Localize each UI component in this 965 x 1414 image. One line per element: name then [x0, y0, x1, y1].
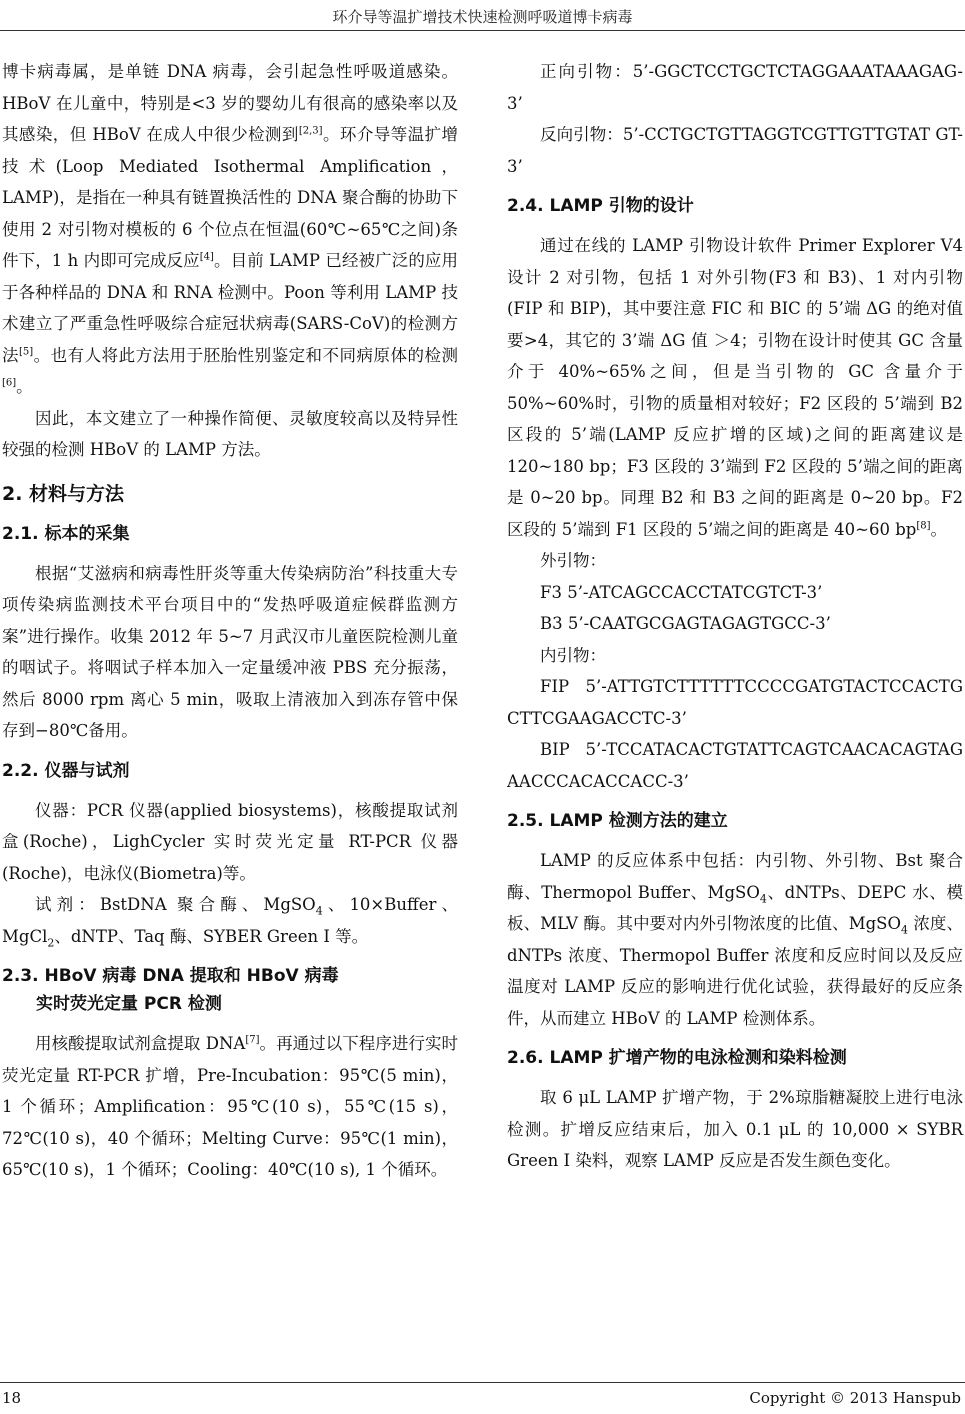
text-segment: 博卡病毒属，是单链 DNA 病毒，会引起急性呼吸道感染。HBoV 在儿童中，特别是<3 岁的婴幼儿有很高的感染率以及其感染，但 HBoV 在成人中很少检测到 [2, 62, 458, 144]
subscript: 4 [759, 891, 767, 905]
lamp-setup-paragraph [507, 845, 963, 1034]
citation: [2,3] [298, 125, 323, 137]
primer-b3: B3 5’-CAATGCGAGTAGAGTGCC-3’ [540, 614, 831, 633]
text-segment: 。再通过以下程序进行实时荧光定量 RT-PCR 扩增，Pre-Incubation：95℃(5 min)，1 个循环；Amplification：95℃(10 s)，55℃(15 s)，72℃(10 s)，40 个循环；Melting Curve：95℃(1 min)，65℃(10 s)，1 个循环；Cooling：40℃(10 s), 1 个循环。 [2, 1034, 459, 1179]
citation: [6] [2, 377, 17, 389]
text-segment: 试剂：BstDNA 聚合酶、MgSO [35, 895, 316, 914]
footer-rule [0, 1382, 965, 1383]
subsection-heading: 2.2. 仪器与试剂 [2, 760, 130, 781]
outer-primers-label: 外引物： [540, 551, 606, 570]
text-segment: 。环介导等温扩增技术(Loop Mediated Isothermal Amplification，LAMP)，是指在一种具有链置换活性的 DNA 聚合酶的协助下使用 2 对引物对模板的 6 个位点在恒温(60℃~65℃之间)条件下，1 h 内即可完成反应 [2, 125, 459, 270]
heading-line: 实时荧光定量 PCR 检测 [36, 994, 222, 1014]
left-column [2, 56, 458, 1186]
subsection-heading [2, 962, 458, 1018]
header-rule [0, 30, 965, 31]
section-heading: 2. 材料与方法 [2, 482, 125, 505]
reagents-paragraph [2, 889, 458, 952]
primer-fip: FIP 5’-ATTGTCTTTTTTCCCCGATGTACTCCACTGCTTCGAAGACCTC-3’ [507, 677, 963, 728]
electrophoresis-paragraph: 取 6 μL LAMP 扩增产物，于 2%琼脂糖凝胶上进行电泳检测。扩增反应结束后，加入 0.1 μL 的 10,000 × SYBR Green I 染料，观察 LAMP 反应是否发生颜色变化。 [507, 1088, 963, 1170]
text-segment: 。也有人将此方法用于胚胎性别鉴定和不同病原体的检测 [33, 345, 459, 365]
primer-design-paragraph [507, 230, 963, 545]
text-segment: 、10×Buffer、MgCl [2, 895, 458, 946]
primer-bip: BIP 5’-TCCATACACTGTATTCAGTCAACACAGTAGAACCCACACCACC-3’ [507, 740, 963, 791]
citation: [5] [19, 346, 34, 357]
intro-paragraph-1 [2, 56, 458, 403]
subsection-heading: 2.5. LAMP 检测方法的建立 [507, 811, 728, 831]
inner-primers-label: 内引物： [540, 645, 606, 665]
instruments-paragraph: 仪器：PCR 仪器(applied biosystems)，核酸提取试剂盒(Roche)，LighCycler 实时荧光定量 RT-PCR 仪器(Roche)，电泳仪(Biometra)等。 [2, 800, 458, 883]
forward-primer: 正向引物：5’-GGCTCCTGCTCTAGGAAATAAAGAG-3’ [507, 62, 963, 113]
text-segment: 、dNTP、Taq 酶、SYBER Green I 等。 [54, 926, 369, 946]
subscript: 2 [47, 935, 55, 949]
heading-line: 2.3. HBoV 病毒 DNA 提取和 HBoV 病毒 [2, 966, 339, 986]
text-segment: 。 [930, 519, 948, 539]
reverse-primer: 反向引物：5’-CCTGCTGTTAGGTCGTTGTTGTAT GT-3’ [507, 125, 963, 176]
subsection-heading: 2.1. 标本的采集 [2, 523, 130, 544]
text-segment: 浓度、dNTPs 浓度、Thermopol Buffer 浓度和反应时间以及反应温度对 LAMP 反应的影响进行优化试验，获得最好的反应条件，从而建立 HBoV 的 LAMP 检测体系。 [507, 914, 964, 1028]
text-segment: 用核酸提取试剂盒提取 DNA [35, 1034, 246, 1053]
text-segment: 通过在线的 LAMP 引物设计软件 Primer Explorer V4 设计 2 对引物，包括 1 对外引物(F3 和 B3)、1 对内引物(FIP 和 BIP)，其中要注意 FIC 和 BIC 的 5’端 ΔG 的绝对值要>4，其它的 3’端 ΔG 值 ＞4；引物在设计时使其 GC 含量介于 40%~65%之间，但是当引物的 GC 含量介于 50%~60%时，引物的质量相对较好；F2 区段的 5’端到 B2 区段的 5’端(LAMP 反应扩增的区域)之间的距离建议是 120~180 bp；F3 区段的 3’端到 F2 区段的 5’端之间的距离是 0~20 bp。同理 B2 和 B3 之间的距离是 0~20 bp。F2 区段的 5’端到 F1 区段的 5’端之间的距离是 40~60 bp [507, 236, 963, 539]
sample-collection-paragraph: 根据“艾滋病和病毒性肝炎等重大传染病防治”科技重大专项传染病监测技术平台项目中的“发热呼吸道症候群监测方案”进行操作。收集 2012 年 5~7 月武汉市儿童医院检测儿童的咽试子。将咽试子样本加入一定量缓冲液 PBS 充分振荡，然后 8000 rpm 离心 5 min，吸取上清液加入到冻存管中保存到−80℃备用。 [2, 563, 458, 740]
copyright-notice: Copyright © 2013 Hanspub [749, 1389, 961, 1407]
subsection-heading: 2.4. LAMP 引物的设计 [507, 196, 694, 216]
page-number: 18 [2, 1389, 22, 1407]
right-column [507, 56, 963, 1177]
citation: [7] [245, 1034, 260, 1046]
text-segment: 。目前 LAMP 已经被广泛的应用于各种样品的 DNA 和 RNA 检测中。Poon 等利用 LAMP 技术建立了严重急性呼吸综合症冠状病毒(SARS-CoV)的检测方法 [2, 251, 458, 365]
subsection-heading: 2.6. LAMP 扩增产物的电泳检测和染料检测 [507, 1048, 847, 1068]
citation: [4] [199, 251, 214, 263]
running-header: 环介导等温扩增技术快速检测呼吸道博卡病毒 [332, 8, 633, 26]
citation: [8] [916, 520, 931, 531]
text-segment: LAMP 的反应体系中包括：内引物、外引物、Bst 聚合酶、Thermopol Buffer、MgSO [507, 851, 963, 902]
subscript: 4 [901, 923, 908, 937]
text-segment: 。 [16, 377, 33, 396]
text-segment: 、dNTPs、DEPC 水、模板、MLV 酶。其中要对内外引物浓度的比值、MgSO [507, 882, 963, 933]
subscript: 4 [315, 904, 323, 918]
primer-f3: F3 5’-ATCAGCCACCTATCGTCT-3’ [540, 582, 823, 602]
dna-extraction-paragraph [2, 1028, 458, 1186]
intro-paragraph-2: 因此，本文建立了一种操作简便、灵敏度较高以及特异性较强的检测 HBoV 的 LAMP 方法。 [2, 408, 458, 459]
